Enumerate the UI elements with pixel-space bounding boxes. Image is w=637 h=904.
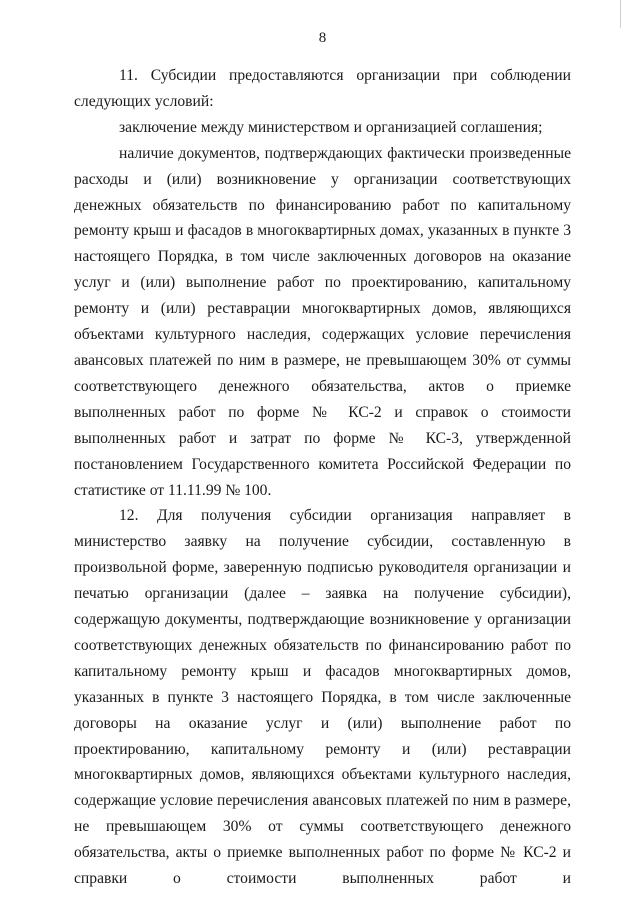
page-number: 8 [318, 30, 327, 46]
paragraph-12: 12. Для получения субсидии организация направляет в министерство заявку на получение субсидии, составленную в произвольной форме, заверенную подписью руководителя организации и печатью организации (далее – заявка на получение субсидии), содержащую документы, подтверждающие возникновение у организации соответствующих денежных обязательств по финансированию работ по капитальному ремонту крыш и фасадов многоквартирных домов, указанных в пункте 3 настоящего Порядка, в том числе заключенные договоры на оказание услуг и (или) выполнение работ по проектированию, капитальному ремонту и (или) реставрации многоквартирных домов, являющихся объектами культурного наследия, содержащие условие перечисления авансовых платежей по ним в размере, не превышающем 30% от суммы соответствующего денежного обязательства, акты о приемке выполненных работ по форме № КС-2 и справки о стоимости выполненных работ и [74, 507, 571, 888]
paragraph-documents-condition: наличие документов, подтверждающих фактически произведенные расходы и (или) возникновение у организации соответствующих денежных обязательств по финансированию работ по капитальному ремонту крыш и фасадов в многоквартирных домах, указанных в пункте 3 настоящего Порядка, в том числе заключенных договоров на оказание услуг и (или) выполнение работ по проектированию, капитальному ремонту и (или) реставрации многоквартирных домов, являющихся объектами культурного наследия, содержащих условие перечисления авансовых платежей по ним в размере, не превышающем 30% от суммы соответствующего денежного обязательства, актов о приемке выполненных работ по форме № КС-2 и справок о стоимости выполненных работ и затрат по форме № КС-3, утвержденной постановлением Государственного комитета Российской Федерации по статистике от 11.11.99 № 100. [74, 144, 571, 499]
paragraph-11-intro: 11. Субсидии предоставляются организации при соблюдении следующих условий: [74, 67, 571, 110]
scan-edge-mark [620, 0, 621, 28]
paragraph-agreement-condition: заключение между министерством и организацией соглашения; [119, 118, 543, 136]
